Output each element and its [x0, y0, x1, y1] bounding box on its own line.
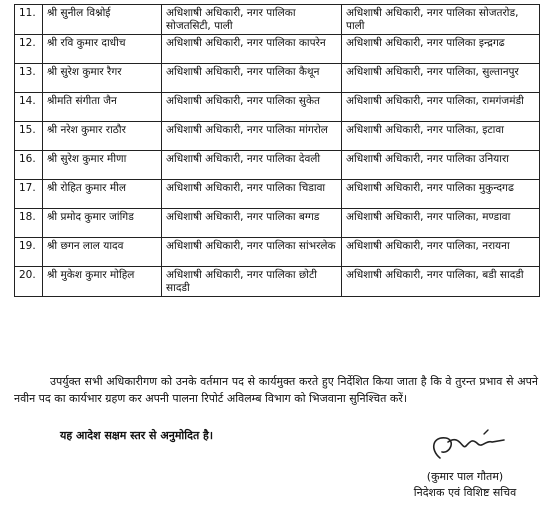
row-number: 18.: [15, 209, 43, 238]
officer-name: श्रीमति संगीता जैन: [43, 93, 162, 122]
table-row: [15, 64, 540, 93]
table-row: [15, 267, 540, 297]
current-post: अधिशाषी अधिकारी, नगर पालिका देवली: [162, 151, 342, 180]
row-number: 12.: [15, 35, 43, 64]
transfer-table-body: [15, 5, 540, 297]
table-row: [15, 5, 540, 35]
signer-block: [390, 469, 540, 501]
signature-scribble: [400, 428, 520, 468]
new-post: अधिशाषी अधिकारी, नगर पालिका मुकुन्दगढ: [342, 180, 540, 209]
signer-name: (कुमार पाल गौतम): [426, 470, 504, 483]
new-post: अधिशाषी अधिकारी, नगर पालिका, रामगंजमंडी: [342, 93, 540, 122]
current-post: अधिशाषी अधिकारी, नगर पालिका मांगरोल: [162, 122, 342, 151]
new-post: अधिशाषी अधिकारी, नगर पालिका, नरायना: [342, 238, 540, 267]
instruction-paragraph: उपर्युक्त सभी अधिकारीगण को उनके वर्तमान पद से कार्यमुक्त करते हुए निर्देशित किया जाता है कि वे तुरन्त प्रभाव से अपने नवीन पद का कार्यभार ग्रहण कर अपनी पालना रिपोर्ट अविलम्ब विभाग को भिजवाना सुनिश्चित करें।: [14, 375, 538, 405]
officer-name: श्री रोहित कुमार मील: [43, 180, 162, 209]
new-post: अधिशाषी अधिकारी, नगर पालिका, इटावा: [342, 122, 540, 151]
current-post: अधिशाषी अधिकारी, नगर पालिका सांभरलेक: [162, 238, 342, 267]
new-post: अधिशाषी अधिकारी, नगर पालिका इन्द्रगढ: [342, 35, 540, 64]
current-post: अधिशाषी अधिकारी, नगर पालिका बग्गड: [162, 209, 342, 238]
row-number: 20.: [15, 267, 43, 297]
new-post: अधिशाषी अधिकारी, नगर पालिका, सुल्तानपुर: [342, 64, 540, 93]
current-post: अधिशाषी अधिकारी, नगर पालिका छोटी सादडी: [162, 267, 342, 297]
table-row: [15, 180, 540, 209]
table-row: [15, 122, 540, 151]
table-row: [15, 209, 540, 238]
new-post: अधिशाषी अधिकारी, नगर पालिका उनियारा: [342, 151, 540, 180]
current-post: अधिशाषी अधिकारी, नगर पालिका चिडावा: [162, 180, 342, 209]
row-number: 16.: [15, 151, 43, 180]
officer-name: श्री नरेश कुमार राठौर: [43, 122, 162, 151]
current-post: अधिशाषी अधिकारी, नगर पालिका सोजतसिटी, पाली: [162, 5, 342, 35]
new-post: अधिशाषी अधिकारी, नगर पालिका, बडी सादडी: [342, 267, 540, 297]
table-row: [15, 93, 540, 122]
officer-name: श्री मुकेश कुमार मोहिल: [43, 267, 162, 297]
table-row: [15, 35, 540, 64]
row-number: 17.: [15, 180, 43, 209]
table-row: [15, 238, 540, 267]
current-post: अधिशाषी अधिकारी, नगर पालिका सुकेत: [162, 93, 342, 122]
new-post: अधिशाषी अधिकारी, नगर पालिका, मण्डावा: [342, 209, 540, 238]
row-number: 19.: [15, 238, 43, 267]
officer-name: श्री प्रमोद कुमार जांगिड: [43, 209, 162, 238]
row-number: 15.: [15, 122, 43, 151]
new-post: अधिशाषी अधिकारी, नगर पालिका सोजतरोड, पाली: [342, 5, 540, 35]
officer-name: श्री सुरेश कुमार मीणा: [43, 151, 162, 180]
row-number: 13.: [15, 64, 43, 93]
officer-name: श्री छगन लाल यादव: [43, 238, 162, 267]
row-number: 11.: [15, 5, 43, 35]
transfer-table: [14, 4, 540, 297]
officer-name: श्री सुनील विश्नोई: [43, 5, 162, 35]
table-row: [15, 151, 540, 180]
current-post: अधिशाषी अधिकारी, नगर पालिका कापरेन: [162, 35, 342, 64]
current-post: अधिशाषी अधिकारी, नगर पालिका कैथून: [162, 64, 342, 93]
row-number: 14.: [15, 93, 43, 122]
signature-mark: [400, 428, 520, 468]
officer-name: श्री सुरेश कुमार रैगर: [43, 64, 162, 93]
approval-note: यह आदेश सक्षम स्तर से अनुमोदित है।: [60, 429, 214, 442]
signer-designation: निदेशक एवं विशिष्ट सचिव: [413, 486, 517, 499]
officer-name: श्री रवि कुमार दाधीच: [43, 35, 162, 64]
